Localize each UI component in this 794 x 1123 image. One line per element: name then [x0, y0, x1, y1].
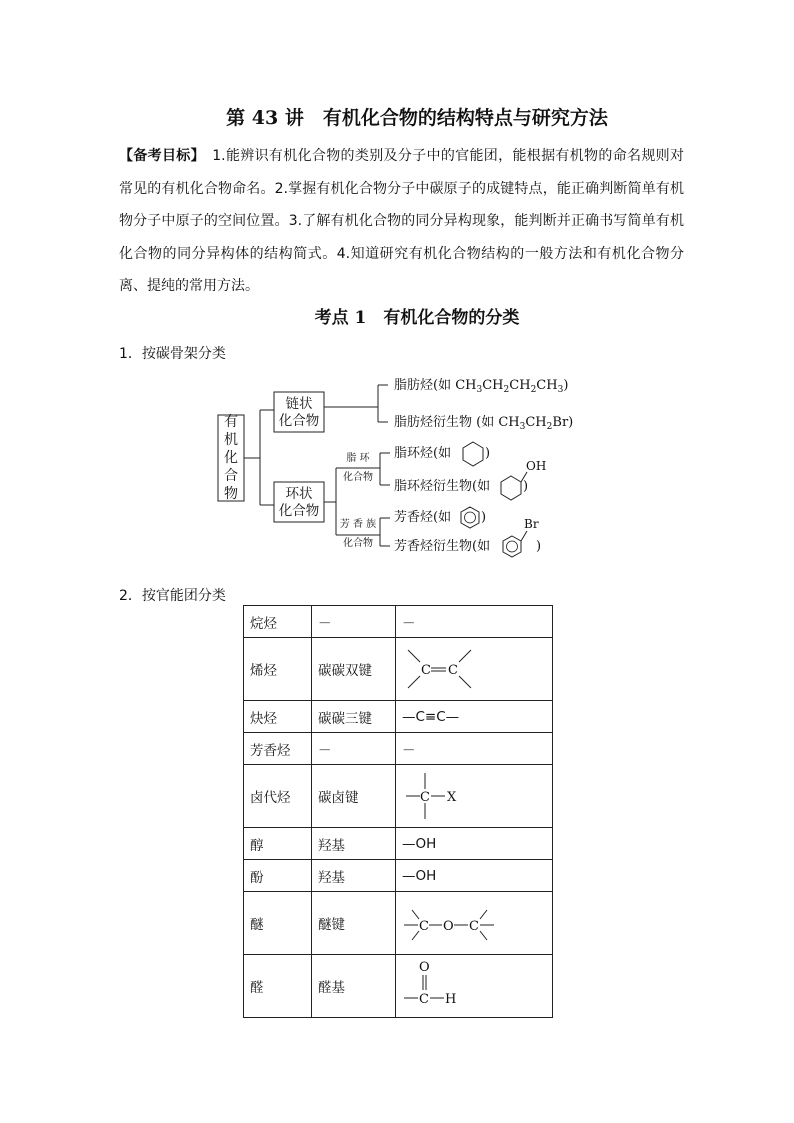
structure-cell — [396, 765, 553, 828]
ring-label-1: 环状 — [285, 486, 313, 502]
group-cell: 醛基 — [312, 955, 396, 1018]
table-row — [244, 606, 553, 638]
alicyclic-label-1: 脂 环 — [346, 453, 370, 464]
aromatic-label-1: 芳 香 族 — [339, 519, 377, 530]
oh-label: OH — [526, 459, 547, 473]
svg-text:C: C — [448, 663, 458, 678]
svg-text:): ) — [523, 479, 529, 494]
group-cell: 碳碳双键 — [312, 638, 396, 701]
structure-cell: － — [396, 733, 553, 765]
svg-text:C: C — [421, 663, 431, 678]
alicyclic-hydrocarbon: 脂环烃(如 — [394, 446, 452, 461]
class-cell: 酚 — [244, 860, 312, 892]
heading-functional-group: 2．按官能团分类 — [119, 588, 226, 604]
root-char-0: 有 — [224, 414, 238, 430]
svg-text:C: C — [420, 790, 430, 805]
group-cell: 羟基 — [312, 828, 396, 860]
chain-label-1: 链状 — [285, 396, 313, 412]
structure-cell: － — [396, 606, 553, 638]
svg-text:): ) — [485, 446, 491, 461]
goals-text: 1.能辨识有机化合物的类别及分子中的官能团，能根据有机物的命名规则对常见的有机化合物命名。2.掌握有机化合物分子中碳原子的成键特点，能正确判断简单有机物分子中原子的空间位置。3.了解有机化合物的同分异构现象，能判断并正确书写简单有机化合物的同分异构体的结构简式。4.知道研究有机化合物结构的一般方法和有机化合物分离、提纯的常用方法。 — [119, 148, 685, 294]
page-title: 第 43 讲 有机化合物的结构特点与研究方法 — [226, 107, 608, 129]
structure-cell: —OH — [396, 828, 553, 860]
class-cell: 醛 — [244, 955, 312, 1018]
class-cell: 烷烃 — [244, 606, 312, 638]
svg-text:C: C — [469, 919, 479, 934]
heading-carbon-skeleton: 1．按碳骨架分类 — [119, 346, 226, 362]
svg-text:O: O — [419, 960, 430, 975]
svg-text:C: C — [419, 992, 429, 1007]
root-char-2: 化 — [224, 450, 238, 466]
cyclohexanol-icon — [501, 476, 521, 500]
halide-structure — [402, 769, 482, 823]
aldehyde-structure — [402, 958, 482, 1014]
table-row — [244, 955, 553, 1018]
group-cell: 羟基 — [312, 860, 396, 892]
chain-label-2: 化合物 — [278, 413, 320, 429]
learning-goals — [119, 140, 684, 303]
root-char-3: 合 — [224, 468, 238, 484]
group-cell: － — [312, 733, 396, 765]
class-cell: 醇 — [244, 828, 312, 860]
fatty-hydrocarbon: 脂肪烃(如 $CH_3CH_2CH_2CH_3$) — [394, 378, 569, 395]
structure-cell: —OH — [396, 860, 553, 892]
table-row — [244, 701, 553, 733]
root-char-4: 物 — [224, 486, 238, 502]
svg-text:C: C — [419, 919, 429, 934]
bromobenzene-icon — [503, 536, 521, 557]
table-row — [244, 828, 553, 860]
structure-cell — [396, 892, 553, 955]
table-row — [244, 860, 553, 892]
svg-text:): ) — [536, 539, 542, 554]
structure-cell — [396, 638, 553, 701]
root-char-1: 机 — [224, 432, 238, 448]
group-cell: 醚键 — [312, 892, 396, 955]
class-cell: 炔烃 — [244, 701, 312, 733]
fatty-derivative: 脂肪烃衍生物 (如 $CH_3CH_2Br$) — [394, 415, 574, 432]
benzene-icon — [461, 507, 479, 528]
group-cell: 碳卤键 — [312, 765, 396, 828]
class-cell: 芳香烃 — [244, 733, 312, 765]
group-cell: － — [312, 606, 396, 638]
alicyclic-derivative: 脂环烃衍生物(如 — [394, 479, 491, 494]
svg-text:): ) — [481, 510, 487, 525]
ether-structure — [402, 898, 512, 948]
functional-group-table — [243, 605, 553, 1018]
br-label: Br — [524, 517, 539, 531]
class-cell: 醚 — [244, 892, 312, 955]
aromatic-derivative: 芳香烃衍生物(如 — [394, 539, 491, 554]
structure-cell: —C≡C— — [396, 701, 553, 733]
table-row — [244, 638, 553, 701]
structure-cell — [396, 955, 553, 1018]
cyclohexane-icon — [463, 442, 483, 466]
svg-text:H: H — [445, 992, 457, 1007]
class-cell: 卤代烃 — [244, 765, 312, 828]
group-cell: 碳碳三键 — [312, 701, 396, 733]
classification-tree — [0, 360, 794, 560]
class-cell: 烯烃 — [244, 638, 312, 701]
section-title: 考点 1 有机化合物的分类 — [314, 308, 520, 328]
table-row — [244, 892, 553, 955]
svg-text:O: O — [443, 919, 454, 934]
goals-tag: 【备考目标】 — [119, 148, 198, 164]
aromatic-hydrocarbon: 芳香烃(如 — [394, 510, 452, 525]
svg-text:X: X — [447, 790, 457, 805]
alkene-structure — [402, 644, 482, 694]
alicyclic-label-2: 化合物 — [343, 472, 373, 483]
table-row — [244, 733, 553, 765]
aromatic-label-2: 化合物 — [343, 538, 373, 549]
table-row — [244, 765, 553, 828]
ring-label-2: 化合物 — [278, 503, 320, 519]
